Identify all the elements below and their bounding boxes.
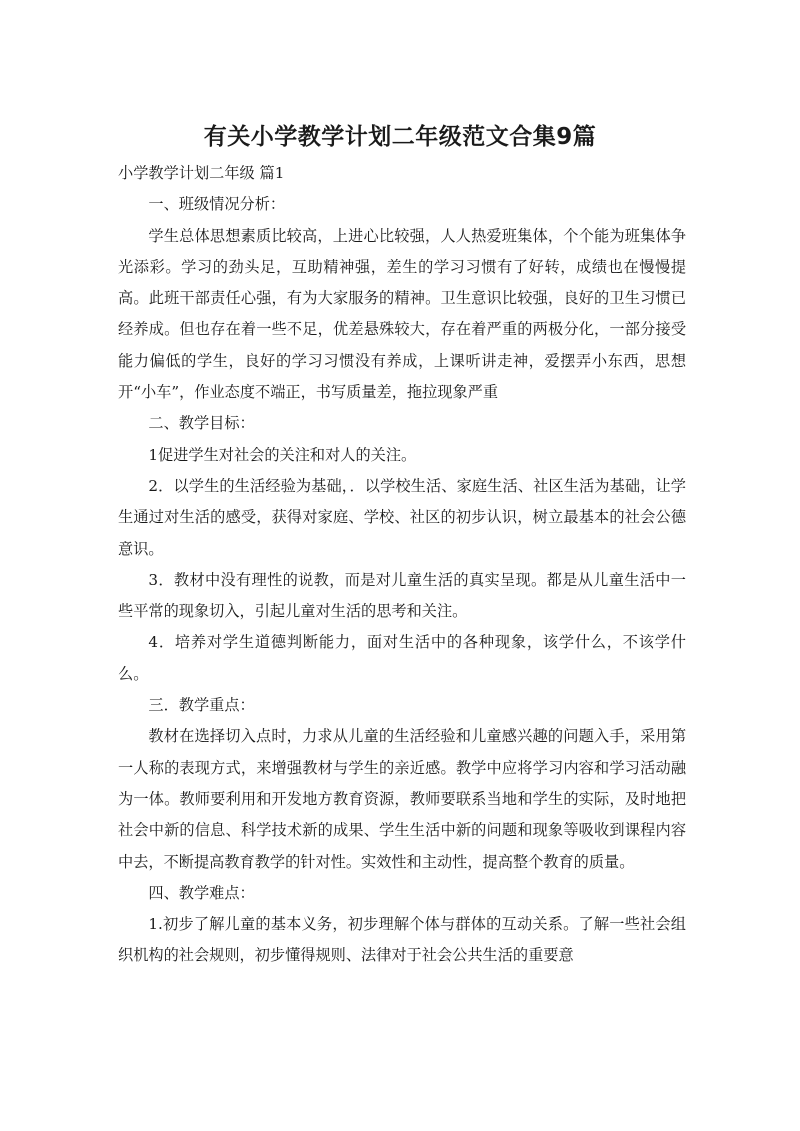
difficulty-item-1: 1.初步了解儿童的基本义务，初步理解个体与群体的互动关系。了解一些社会组织机构的社会规则，初步懂得规则、法律对于社会公共生活的重要意 (118, 915, 686, 965)
document-body (118, 158, 686, 972)
heading-class-analysis: 一、班级情况分析： (148, 195, 286, 214)
heading-teaching-difficulties: 四、教学难点： (148, 883, 255, 902)
goal-item-2: 2．以学生的生活经验为基础，．以学校生活、家庭生活、社区生活为基础，让学生通过对生活的感受，获得对家庭、学校、社区的初步认识，树立最基本的社会公德意识。 (118, 476, 686, 558)
section-heading: 小学教学计划二年级 篇1 (118, 164, 285, 182)
goal-item-4: 4．培养对学生道德判断能力，面对生活中的各种现象，该学什么，不该学什么。 (118, 633, 686, 683)
goal-item-3: 3．教材中没有理性的说教，而是对儿童生活的真实呈现。都是从儿童生活中一些平常的现象切入，引起儿童对生活的思考和关注。 (118, 570, 686, 621)
paragraph-teaching-focus: 教材在选择切入点时，力求从儿童的生活经验和儿童感兴趣的问题入手，采用第一人称的表现方式，来增强教材与学生的亲近感。教学中应将学习内容和学习活动融为一体。教师要利用和开发地方教育资源，教师要联系当地和学生的实际，及时地把社会中新的信息、科学技术新的成果、学生生活中新的问题和现象等吸收到课程内容中去，不断提高教育教学的针对性。实效性和主动性，提高整个教育的质量。 (118, 727, 686, 871)
document-title: 有关小学教学计划二年级范文合集9篇 (203, 124, 597, 150)
heading-teaching-goals: 二、教学目标： (148, 414, 255, 433)
paragraph-class-analysis: 学生总体思想素质比较高，上进心比较强，人人热爱班集体，个个能为班集体争光添彩。学习的劲头足，互助精神强，差生的学习习惯有了好转，成绩也在慢慢提高。此班干部责任心强，有为大家服务的精神。卫生意识比较强，良好的卫生习惯已经养成。但也存在着一些不足，优差悬殊较大，存在着严重的两极分化，一部分接受能力偏低的学生，良好的学习习惯没有养成，上课听讲走神，爱摆弄小东西，思想开“小车”，作业态度不端正，书写质量差，拖拉现象严重 (118, 226, 686, 402)
heading-teaching-focus: 三．教学重点： (148, 696, 255, 715)
goal-item-1: 1促进学生对社会的关注和对人的关注。 (148, 445, 417, 464)
